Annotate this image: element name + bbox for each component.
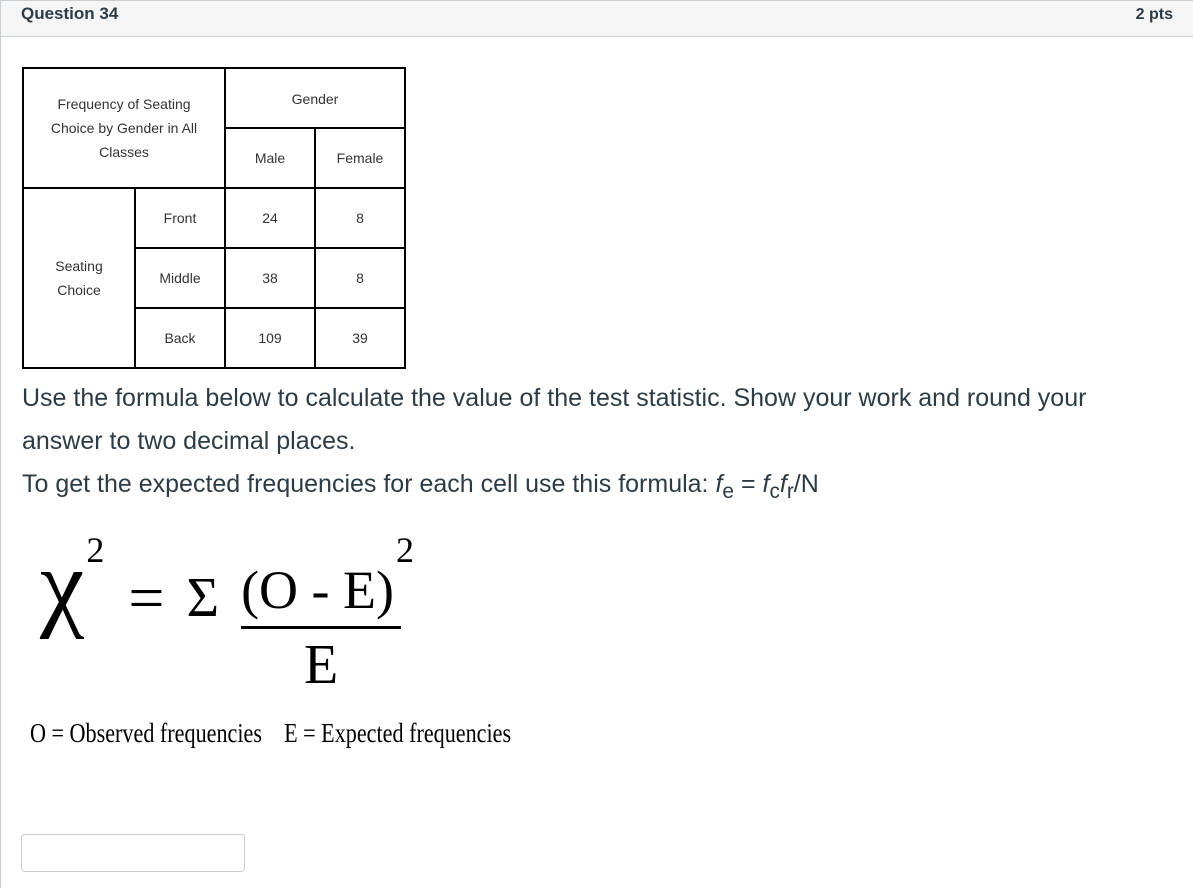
chi-symbol: χ (40, 529, 85, 640)
fc: f (762, 470, 770, 498)
chi-group (40, 530, 104, 640)
fr-sub: r (786, 480, 794, 503)
row-label: Front (135, 188, 225, 248)
seating-choice-header: Seating Choice (23, 188, 135, 368)
row-label: Middle (135, 248, 225, 308)
cell-female: 8 (315, 248, 405, 308)
tail: /N (793, 470, 819, 498)
chi-square-formula (40, 530, 460, 710)
numerator-exponent: 2 (396, 530, 415, 570)
fc-sub: c (769, 480, 780, 503)
column-female: Female (315, 128, 405, 188)
sigma-symbol: Σ (186, 567, 220, 629)
fraction (241, 530, 414, 697)
cell-female: 39 (315, 308, 405, 368)
frequency-table (22, 67, 406, 369)
numerator: (O - E) (241, 560, 395, 620)
fr: f (779, 470, 787, 498)
column-male: Male (225, 128, 315, 188)
answer-input[interactable] (21, 834, 245, 872)
expected-formula-text (22, 470, 819, 504)
instruction-text: Use the formula below to calculate the value of the test statistic. Show your work and round your answer to two decimal places. (22, 384, 1087, 455)
formula-legend: O = Observed frequencies E = Expected frequencies (30, 718, 512, 748)
numerator-group (241, 530, 414, 620)
cell-female: 8 (315, 188, 405, 248)
cell-male: 24 (225, 188, 315, 248)
table-row (23, 188, 405, 248)
gender-header: Gender (225, 68, 405, 128)
formula-row (40, 530, 414, 697)
fe-sub: e (722, 480, 734, 503)
cell-male: 109 (225, 308, 315, 368)
question-header (1, 1, 1193, 37)
eq: = (734, 470, 763, 498)
cell-male: 38 (225, 248, 315, 308)
row-label: Back (135, 308, 225, 368)
denominator: E (303, 634, 339, 696)
fe: f (715, 470, 723, 498)
chi-exponent: 2 (86, 530, 105, 570)
equals-sign: = (128, 562, 165, 633)
question-title: Question 34 (21, 4, 119, 23)
expected-prefix: To get the expected frequencies for each cell use this formula: (22, 470, 716, 498)
table-corner-cell: Frequency of Seating Choice by Gender in All Classes (23, 68, 225, 188)
fraction-bar (241, 626, 401, 629)
question-points: 2 pts (1135, 6, 1173, 23)
